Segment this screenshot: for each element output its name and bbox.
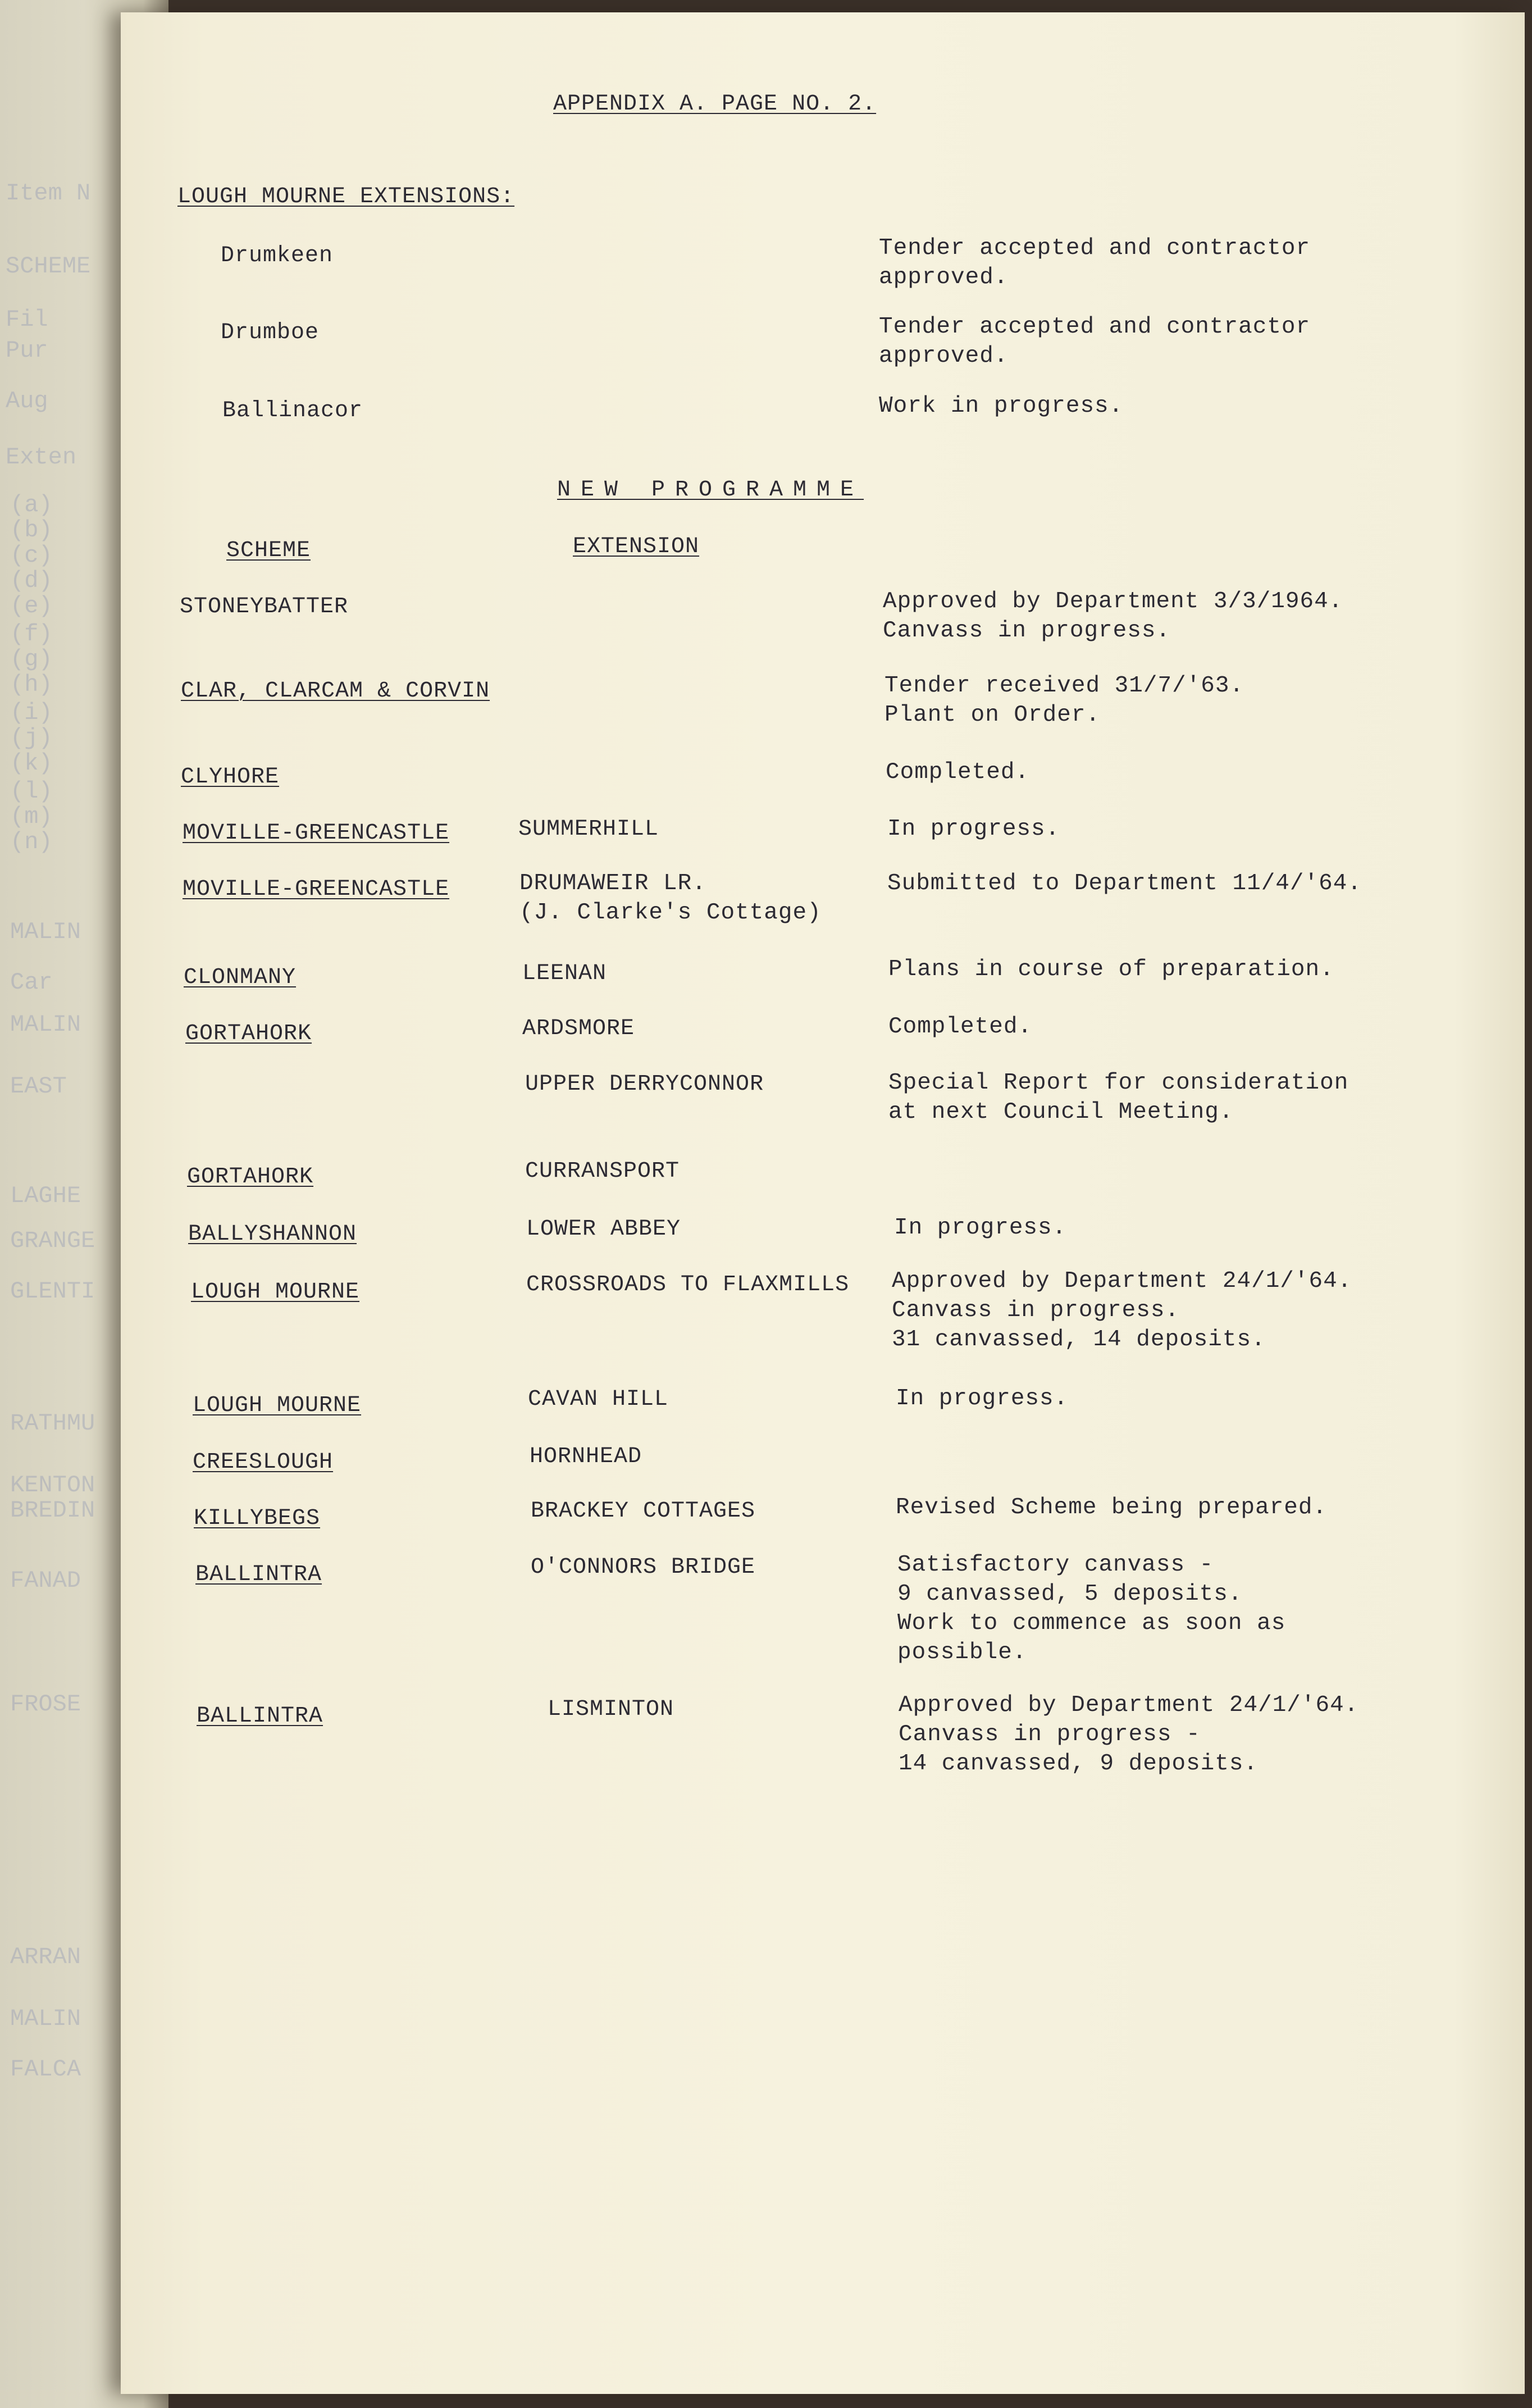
extension-cell <box>518 815 659 844</box>
text-line: CAVAN HILL <box>528 1387 669 1412</box>
text-line: approved. <box>879 265 1009 290</box>
text-line: Plant on Order. <box>884 702 1101 728</box>
extension-cell <box>525 1070 764 1099</box>
extension-cell <box>548 1695 674 1724</box>
left-page-fragment: MALIN <box>10 918 81 945</box>
left-page-fragment: EAST <box>10 1073 67 1100</box>
extension-column-header: EXTENSION <box>573 534 700 559</box>
text-line: SUMMERHILL <box>518 817 659 842</box>
text-line: CURRANSPORT <box>525 1159 680 1184</box>
text-line: Special Report for consideration <box>888 1070 1349 1096</box>
scheme-cell: CLONMANY <box>184 965 297 990</box>
status-cell <box>896 1493 1327 1522</box>
text-line: Approved by Department 24/1/'64. <box>892 1268 1352 1294</box>
status-cell <box>884 671 1244 730</box>
text-line: DRUMAWEIR LR. <box>519 871 706 896</box>
programme-title: NEW PROGRAMME <box>557 477 864 503</box>
text-line: 31 canvassed, 14 deposits. <box>892 1327 1266 1353</box>
text-line: Completed. <box>888 1014 1033 1040</box>
left-page-fragment: (g) <box>10 646 53 673</box>
text-line: O'CONNORS BRIDGE <box>531 1555 756 1580</box>
status-cell <box>896 1384 1068 1413</box>
left-page-fragment: (d) <box>10 567 53 594</box>
left-page-fragment: (b) <box>10 517 53 544</box>
extension-cell <box>526 1271 849 1300</box>
left-page-fragment: Aug <box>6 388 48 415</box>
left-page-fragment: Exten <box>6 444 77 471</box>
extension-cell <box>525 1157 680 1186</box>
scheme-cell: BALLINTRA <box>197 1704 323 1729</box>
text-line: Tender accepted and contractor <box>879 235 1311 261</box>
left-page-fragment: KENTON <box>10 1472 95 1499</box>
status-cell <box>892 1267 1352 1354</box>
extension-name: Drumboe <box>221 320 320 345</box>
left-page-fragment: (a) <box>10 491 53 518</box>
text-line: Completed. <box>886 759 1030 785</box>
text-line: CROSSROADS TO FLAXMILLS <box>526 1272 850 1298</box>
text-line: Approved by Department 3/3/1964. <box>883 589 1343 614</box>
left-page-fragment: GLENTI <box>10 1278 95 1305</box>
left-page-fragment: MALIN <box>10 2005 81 2032</box>
left-page-fragment: GRANGE <box>10 1227 95 1254</box>
text-line: Revised Scheme being prepared. <box>896 1495 1328 1521</box>
extension-name: Ballinacor <box>222 398 363 424</box>
text-line: (J. Clarke's Cottage) <box>519 900 822 926</box>
left-page-fragment: Item N <box>6 180 91 207</box>
section-title: LOUGH MOURNE EXTENSIONS: <box>177 184 515 210</box>
left-page-fragment: FROSE <box>10 1691 81 1718</box>
left-page-fragment: (k) <box>10 750 53 777</box>
text-line: Work to commence as soon as <box>897 1610 1286 1636</box>
text-line: Plans in course of preparation. <box>888 957 1334 982</box>
extension-status <box>879 392 1123 421</box>
status-cell <box>886 758 1029 787</box>
left-page-fragment: FANAD <box>10 1567 81 1594</box>
scheme-cell: STONEYBATTER <box>180 594 349 620</box>
extension-cell <box>531 1553 755 1582</box>
text-line: Satisfactory canvass - <box>897 1552 1214 1578</box>
status-cell <box>894 1213 1066 1242</box>
page-header: APPENDIX A. PAGE NO. 2. <box>553 92 877 117</box>
status-cell <box>888 1012 1032 1041</box>
extension-cell <box>528 1385 668 1414</box>
scheme-cell: CREESLOUGH <box>193 1450 334 1475</box>
text-line: 14 canvassed, 9 deposits. <box>899 1751 1259 1777</box>
left-page-fragment: (f) <box>10 621 53 648</box>
text-line: Tender received 31/7/'63. <box>884 673 1244 699</box>
document-page <box>121 12 1525 2394</box>
extension-cell <box>531 1497 755 1526</box>
left-page-fragment: (l) <box>10 778 53 805</box>
text-line: In progress. <box>894 1215 1067 1241</box>
left-page-fragment: (c) <box>10 542 53 569</box>
status-cell <box>887 869 1362 898</box>
left-page-fragment: (n) <box>10 829 53 855</box>
left-page-fragment: SCHEME <box>6 253 91 280</box>
extension-cell <box>530 1442 642 1472</box>
text-line: Approved by Department 24/1/'64. <box>899 1692 1359 1718</box>
text-line: UPPER DERRYCONNOR <box>525 1072 764 1097</box>
text-line: Canvass in progress. <box>883 618 1171 644</box>
scheme-cell: GORTAHORK <box>187 1164 314 1190</box>
text-line: approved. <box>879 343 1009 369</box>
status-cell <box>888 1068 1348 1127</box>
text-line: LOWER ABBEY <box>526 1217 681 1242</box>
scheme-cell: BALLYSHANNON <box>188 1222 357 1247</box>
extension-name: Drumkeen <box>221 243 334 268</box>
extension-cell <box>519 869 822 927</box>
left-page-fragment: (i) <box>10 699 53 726</box>
status-cell <box>887 814 1060 844</box>
left-page-fragment: Fil <box>6 306 48 333</box>
text-line: Work in progress. <box>879 393 1124 419</box>
text-line: at next Council Meeting. <box>888 1099 1234 1125</box>
text-line: Canvass in progress - <box>899 1722 1201 1747</box>
left-page-fragment: MALIN <box>10 1011 81 1038</box>
text-line: LEENAN <box>522 961 607 986</box>
extension-status <box>879 312 1310 371</box>
status-cell <box>897 1550 1285 1667</box>
left-page-fragment: FALCA <box>10 2056 81 2083</box>
scheme-cell: CLYHORE <box>181 764 280 790</box>
status-cell <box>883 587 1343 645</box>
left-page-fragment: BREDIN <box>10 1497 95 1524</box>
scheme-cell: BALLINTRA <box>195 1562 322 1587</box>
text-line: In progress. <box>887 816 1060 842</box>
text-line: Tender accepted and contractor <box>879 314 1311 340</box>
status-cell <box>888 955 1334 984</box>
scheme-column-header: SCHEME <box>226 538 311 563</box>
text-line: possible. <box>897 1640 1027 1665</box>
text-line: 9 canvassed, 5 deposits. <box>897 1581 1243 1607</box>
left-page-fragment: LAGHE <box>10 1182 81 1209</box>
extension-cell <box>526 1215 681 1244</box>
scheme-cell: CLAR, CLARCAM & CORVIN <box>181 679 490 704</box>
left-page-fragment: ARRAN <box>10 1943 81 1970</box>
text-line: Submitted to Department 11/4/'64. <box>887 871 1362 896</box>
scheme-cell: MOVILLE-GREENCASTLE <box>183 877 450 902</box>
left-page-fragment: (h) <box>10 671 53 698</box>
text-line: In progress. <box>896 1386 1069 1412</box>
scheme-cell: LOUGH MOURNE <box>191 1280 360 1305</box>
text-line: LISMINTON <box>548 1697 674 1722</box>
left-page-fragment: (e) <box>10 593 53 620</box>
left-page-fragment: (j) <box>10 725 53 752</box>
text-line: BRACKEY COTTAGES <box>531 1499 756 1524</box>
text-line: HORNHEAD <box>530 1444 642 1469</box>
scheme-cell: KILLYBEGS <box>194 1506 321 1531</box>
extension-status <box>879 234 1310 292</box>
left-page-fragment: Pur <box>6 337 48 364</box>
scheme-cell: GORTAHORK <box>185 1021 312 1046</box>
extension-cell <box>522 959 607 989</box>
scheme-cell: LOUGH MOURNE <box>193 1393 362 1418</box>
status-cell <box>899 1691 1358 1778</box>
text-line: Canvass in progress. <box>892 1298 1180 1323</box>
left-page-fragment: (m) <box>10 803 53 830</box>
scheme-cell: MOVILLE-GREENCASTLE <box>183 821 450 846</box>
left-page-fragment: Car <box>10 969 53 996</box>
text-line: ARDSMORE <box>522 1016 635 1041</box>
extension-cell <box>522 1014 635 1044</box>
left-page-fragment: RATHMU <box>10 1410 95 1437</box>
